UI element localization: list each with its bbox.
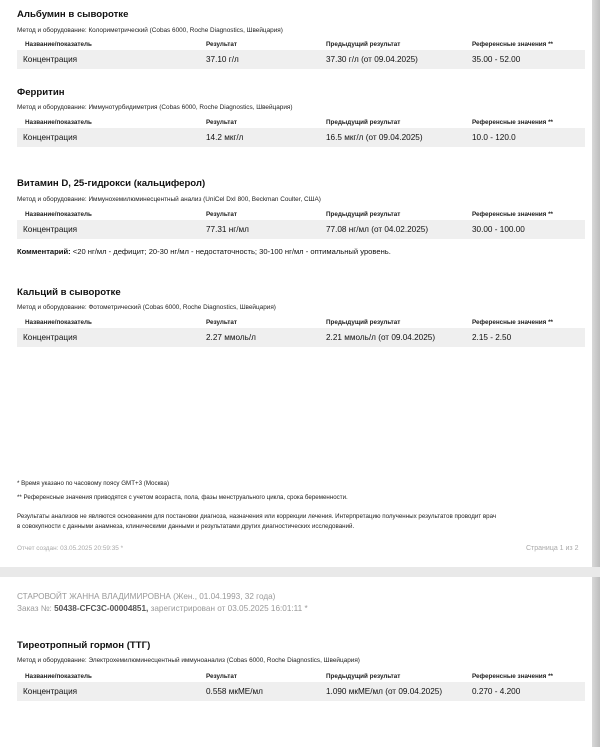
comment-label: Комментарий: [17, 247, 71, 256]
row-previous: 77.08 нг/мл (от 04.02.2025) [326, 225, 429, 234]
column-header-name: Название/показатель [25, 673, 92, 680]
row-reference: 0.270 - 4.200 [472, 687, 521, 696]
row-result: 37.10 г/л [206, 55, 239, 64]
column-header-reference: Референсные значения ** [472, 211, 553, 218]
test-title-ferritin: Ферритин [17, 87, 65, 98]
column-header-previous: Предыдущий результат [326, 319, 401, 326]
column-header-name: Название/показатель [25, 41, 92, 48]
order-info [17, 604, 308, 613]
column-header-name: Название/показатель [25, 211, 92, 218]
comment-text: <20 нг/мл - дефицит; 20-30 нг/мл - недостаточность; 30-100 нг/мл - оптимальный уровень. [72, 247, 391, 256]
patient-details: (Жен., 01.04.1993, 32 года) [173, 592, 276, 601]
vitamin-d-comment [17, 247, 391, 256]
column-header-previous: Предыдущий результат [326, 673, 401, 680]
test-method-vitamin-d: Метод и оборудование: Иммунохемилюминесцентный анализ (UniCel DxI 800, Beckman Coulter, США) [17, 196, 321, 203]
row-result: 14.2 мкг/л [206, 133, 244, 142]
row-reference: 35.00 - 52.00 [472, 55, 521, 64]
table-row [17, 328, 585, 347]
patient-name: СТАРОВОЙТ ЖАННА ВЛАДИМИРОВНА [17, 592, 171, 601]
row-previous: 1.090 мкМЕ/мл (от 09.04.2025) [326, 687, 443, 696]
page-edge [592, 0, 600, 567]
order-registered: зарегистрирован от 03.05.2025 16:01:11 * [150, 604, 308, 613]
column-header-previous: Предыдущий результат [326, 119, 401, 126]
page-number: Страница 1 из 2 [526, 545, 579, 552]
column-header-result: Результат [206, 211, 237, 218]
test-title-calcium: Кальций в сыворотке [17, 287, 121, 298]
note-disclaimer-1: Результаты анализов не являются основанием для постановки диагноза, назначения или коррекции лечения. Интерпретацию полученных результатов проводит врач [17, 513, 497, 520]
row-reference: 30.00 - 100.00 [472, 225, 525, 234]
column-header-reference: Референсные значения ** [472, 673, 553, 680]
row-result: 77.31 нг/мл [206, 225, 249, 234]
table-row [17, 50, 585, 69]
row-name: Концентрация [23, 687, 78, 696]
row-reference: 2.15 - 2.50 [472, 333, 512, 342]
page-edge [592, 577, 600, 747]
test-method-tsh: Метод и оборудование: Электрохемилюминесцентный иммуноанализ (Cobas 6000, Roche Diagnostics, Швейцария) [17, 657, 360, 664]
column-header-result: Результат [206, 119, 237, 126]
test-title-tsh: Тиреотропный гормон (ТТГ) [17, 640, 151, 651]
row-name: Концентрация [23, 225, 78, 234]
note-reference: ** Референсные значения приводятся с учетом возраста, пола, фазы менструального цикла, срока беременности. [17, 494, 348, 501]
test-title-albumin: Альбумин в сыворотке [17, 9, 129, 20]
column-header-result: Результат [206, 319, 237, 326]
row-name: Концентрация [23, 133, 78, 142]
row-previous: 37.30 г/л (от 09.04.2025) [326, 55, 418, 64]
report-created: Отчет создан: 03.05.2025 20:59:35 * [17, 545, 124, 552]
column-header-result: Результат [206, 673, 237, 680]
row-reference: 10.0 - 120.0 [472, 133, 516, 142]
row-result: 2.27 ммоль/л [206, 333, 256, 342]
order-number: 50438-CFC3C-00004851, [54, 604, 149, 613]
column-header-name: Название/показатель [25, 319, 92, 326]
test-method-ferritin: Метод и оборудование: Иммунотурбидиметрия (Cobas 6000, Roche Diagnostics, Швейцария) [17, 104, 293, 111]
column-header-reference: Референсные значения ** [472, 319, 553, 326]
note-timezone: * Время указано по часовому поясу GMT+3 (Москва) [17, 480, 170, 487]
column-header-previous: Предыдущий результат [326, 41, 401, 48]
column-header-result: Результат [206, 41, 237, 48]
table-row [17, 682, 585, 701]
table-row [17, 128, 585, 147]
test-title-vitamin-d: Витамин D, 25-гидрокси (кальциферол) [17, 178, 206, 189]
note-disclaimer-2: в совокупности с данными анамнеза, клиническими данными и результатами других диагностических исследований. [17, 523, 355, 530]
row-name: Концентрация [23, 333, 78, 342]
report-page-2 [0, 577, 600, 747]
order-label: Заказ №: [17, 604, 52, 613]
test-method-calcium: Метод и оборудование: Фотометрический (Cobas 6000, Roche Diagnostics, Швейцария) [17, 304, 276, 311]
column-header-reference: Референсные значения ** [472, 119, 553, 126]
row-result: 0.558 мкМЕ/мл [206, 687, 263, 696]
patient-info [17, 592, 275, 601]
column-header-reference: Референсные значения ** [472, 41, 553, 48]
column-header-name: Название/показатель [25, 119, 92, 126]
column-header-previous: Предыдущий результат [326, 211, 401, 218]
row-previous: 2.21 ммоль/л (от 09.04.2025) [326, 333, 436, 342]
table-row [17, 220, 585, 239]
test-method-albumin: Метод и оборудование: Колориметрический (Cobas 6000, Roche Diagnostics, Швейцария) [17, 27, 283, 34]
row-previous: 16.5 мкг/л (от 09.04.2025) [326, 133, 423, 142]
row-name: Концентрация [23, 55, 78, 64]
